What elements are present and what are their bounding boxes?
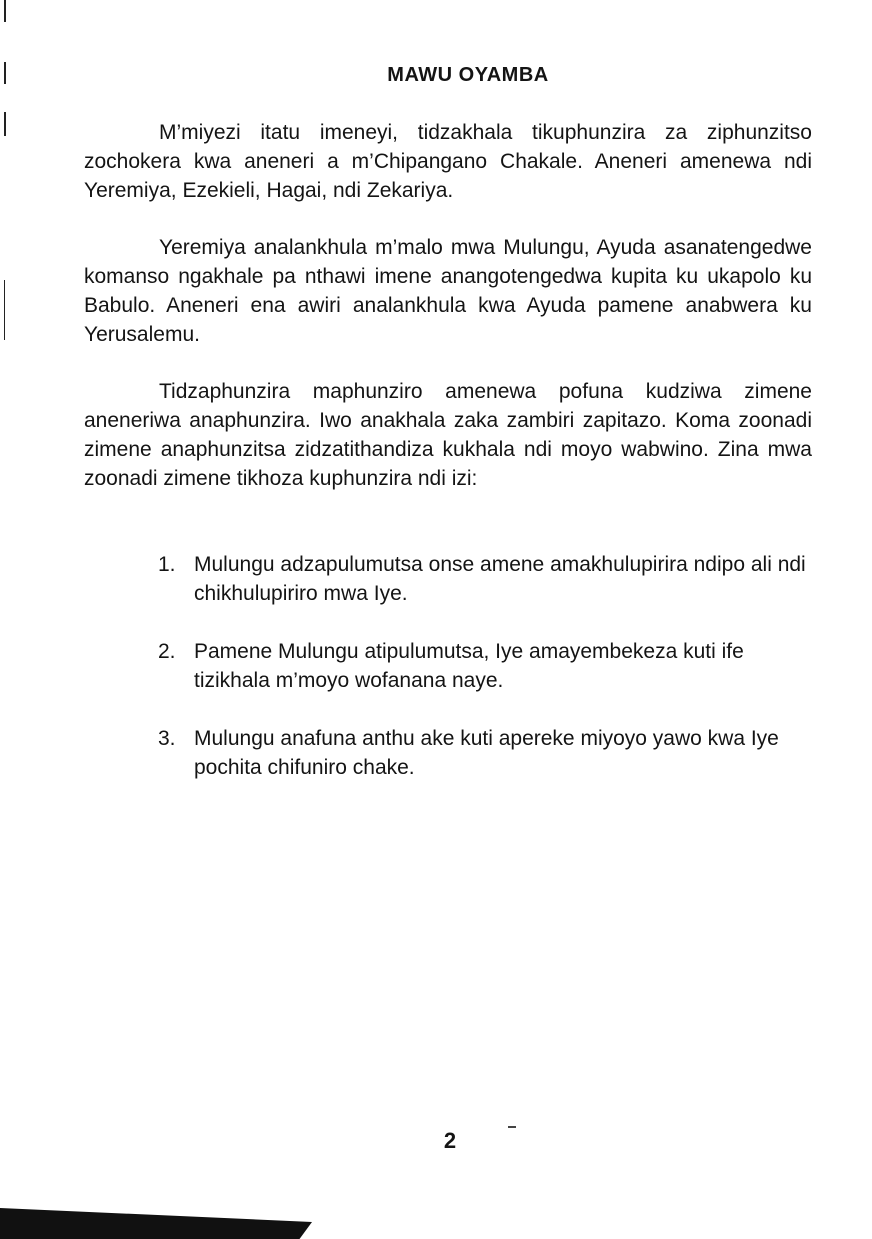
list-item-text: Mulungu adzapulumutsa onse amene amakhulupirira ndipo ali ndi chikhulupiriro mwa Iye.	[194, 553, 806, 605]
page-title: MAWU OYAMBA	[387, 64, 549, 86]
scan-edge-mark	[4, 0, 6, 22]
list-item-number: 1.	[158, 553, 176, 576]
list-item	[158, 724, 818, 782]
list-item-text: Pamene Mulungu atipulumutsa, Iye amayembekeza kuti ife tizikhala m’moyo wofanana naye.	[194, 640, 744, 692]
list-item-number: 2.	[158, 640, 176, 663]
scan-edge-mark	[4, 112, 6, 136]
page-number: 2	[443, 1128, 457, 1153]
paragraph-3: Tidzaphunzira maphunziro amenewa pofuna kudziwa zimene aneneriwa anaphunzira. Iwo anakhala zaka zambiri zapitazo. Koma zoonadi zimene anaphunzitsa zidzatithandiza kukhala ndi moyo wabwino. Zina mwa zoonadi zimene tikhoza kuphunzira ndi izi:	[84, 380, 812, 490]
scan-binding-shadow	[0, 1208, 312, 1239]
scan-edge-mark	[4, 280, 5, 340]
numbered-list-item-2	[158, 637, 818, 695]
numbered-list-item-1	[158, 550, 818, 608]
paragraph-1: M’miyezi itatu imeneyi, tidzakhala tikuphunzira za ziphunzitso zochokera kwa aneneri a m’Chipangano Chakale. Aneneri amenewa ndi Yeremiya, Ezekieli, Hagai, ndi Zekariya.	[84, 121, 812, 202]
list-item-number: 3.	[158, 727, 176, 750]
list-item-text: Mulungu anafuna anthu ake kuti apereke miyoyo yawo kwa Iye pochita chifuniro chake.	[194, 727, 779, 779]
list-item	[158, 637, 818, 695]
numbered-list-item-3	[158, 724, 818, 782]
paragraph-2: Yeremiya analankhula m’malo mwa Mulungu, Ayuda asanatengedwe komanso ngakhale pa nthawi imene anangotengedwa kupita ku ukapolo ku Babulo. Aneneri ena awiri analankhula kwa Ayuda pamene anabwera ku Yerusalemu.	[84, 236, 812, 346]
list-item	[158, 550, 818, 608]
